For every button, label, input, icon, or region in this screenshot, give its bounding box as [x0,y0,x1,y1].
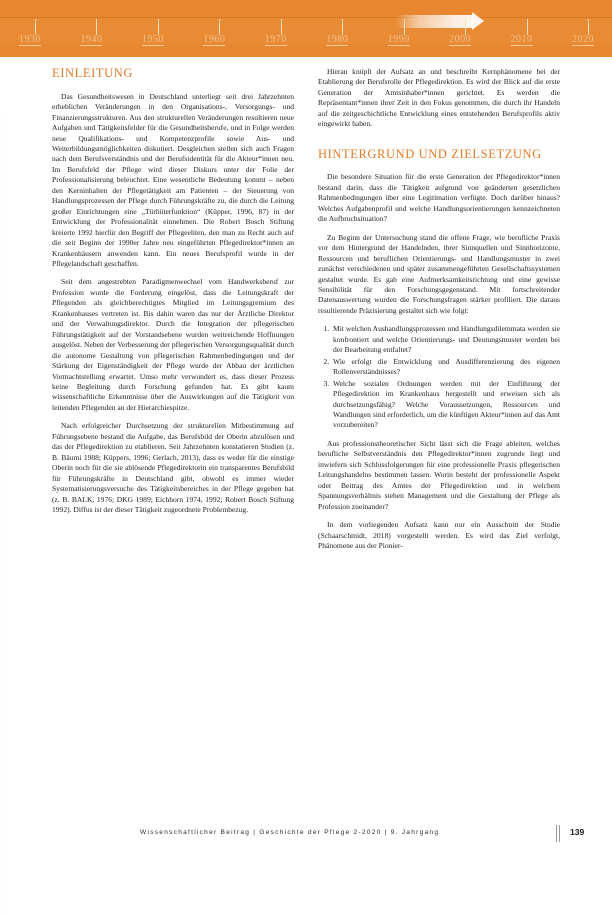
timeline-tick [588,19,589,35]
timeline-year-label: 2000 [449,34,472,45]
timeline-tick [342,19,343,35]
paragraph: Aus professionstheoretischer Sicht lässt sich die Frage ableiten, welches berufliche Selbstverständnis den Pflegedirektor*innen zugrunde liegt und inwiefern sich Schlussfolgerungen für eine professionelle Praxis pflegerischen Leitungshandelns bestimmen lassen. Worin besteht der professionelle Aspekt oder Beitrag des Amtes der Pflegedirektion und in welchem Spannungsverhältnis stehen Management und die Gestaltung der Pflege als Profession zueinander? [318,438,560,511]
timeline-tick [158,19,159,35]
paragraph: Hieran knüpft der Aufsatz an und beschreibt Kernphänomene bei der Etablierung der Berufsrolle der Pflegedirektion. Es wird der Blick auf die erste Generation der Amtsinhaber*innen gerichtet. Es werden die Repräsentant*innen ihrer Zeit in den Fokus genommen, die durch ihr Handeln auf die zeitgeschichtliche Entwicklung eines entstehenden Berufsprofils aktiv eingewirkt haben. [318,67,560,129]
paragraph: In dem vorliegenden Aufsatz kann nur ein Ausschnitt der Studie (Schaarschmidt, 2018) vorgestellt werden. Es wird das Ziel verfolgt, Phänomene aus der Pionier- [318,520,560,550]
timeline-year-underline [142,45,164,46]
research-questions-list [318,324,560,431]
two-column-layout [52,67,560,807]
timeline-tick [219,19,220,35]
paragraph: Die besondere Situation für die erste Generation der Pflegedirektor*innen bestand darin, dass die Tätigkeit aufgrund von geänderten gesetzlichen Rahmenbedingungen über eine Legitimation verfügte. Doch darüber hinaus? Welches Aufgabenprofil und welche Handlungsorientierungen kennzeichneten die Aufbruchsituation? [318,172,560,224]
timeline-graphic [0,0,612,57]
right-text-column [318,67,560,807]
timeline-tick [465,19,466,35]
timeline-tick [96,19,97,35]
page-footer [0,826,612,846]
footer-citation-text: Wissenschaftlicher Beitrag | Geschichte der Pflege 2-2020 | 9. Jahrgang [140,829,440,836]
timeline-year-underline [80,45,102,46]
footer-divider-secondary [559,825,560,842]
timeline-year-underline [265,45,287,46]
timeline-tick [404,19,405,35]
timeline-year-underline [19,45,41,46]
timeline-year-label: 1970 [264,34,287,45]
section-heading-hintergrund-und-zielsetzung: HINTERGRUND UND ZIELSETZUNG [318,146,542,161]
scan-edge-artifact [0,114,4,916]
timeline-year-label: 1930 [19,34,41,45]
timeline-tick [527,19,528,35]
paragraph: Seit dem angestrebten Paradigmenwechsel vom Handwerksberuf zur Profession wurde die Forderung eingelöst, dass die Leitungskraft der Pflegenden als gleichberechtigtes Mitglied im Leitungsgremium des Krankenhauses vertreten ist. Bis dahin waren das nur der Ärztliche Direktor und der Verwaltungsdirektor. Durch die Integration der pflegerischen Führungstätigkeit auf der Vorstandsebene wurden weitreichende Hoffnungen ausgelöst. Neben der Verbesserung der pflegerischen Versorgungsqualität durch die autonome Gestaltung von pflegerischen Rahmenbedingungen und der Stärkung der Eigenständigkeit der Pflege wurde der Abbau der ärztlichen Vormachtstellung erwartet. Umso mehr verwundert es, dass dieser Prozess keine Begleitung durch Forschung gefunden hat. Es gibt kaum wissenschaftliche Erkenntnisse über die Auswirkungen auf die Tätigkeit von leitenden Pflegenden an der Hierarchiespitze. [52,277,294,412]
timeline-year-underline [203,45,225,46]
timeline-year-underline [326,45,348,46]
timeline-arrowhead-icon [472,12,484,30]
timeline-year-label: 1990 [387,34,410,45]
paragraph: Zu Beginn der Untersuchung stand die offene Frage, wie berufliche Praxis vor dem Hintergrund der Handelnden, ihrer Sinnquellen und Sinnhorizonte, Ressourcen und beruflichen Orientierungs- und Handlungsmuster in zwei zunächst verschiedenen und später zusammengeführten Gesellschaftssystemen gestaltet wurde. Es gab eine Aufmerksamkeitsrichtung und eine gewisse Sensibilität für den Forschungsgegenstand. Mit fortschreitender Datenauswertung wurden die Forschungsfragen stärker profiliert. Die daraus resultierende Präzisierung gestaltet sich wie folgt: [318,232,560,315]
timeline-tick [35,19,36,35]
timeline-progress-arrow [395,15,473,28]
timeline-year-label: 1940 [80,34,103,45]
page-number: 139 [570,827,585,837]
list-item: 3. Welche sozialen Ordnungen werden mit der Einführung der Pflegedirektion im Krankenhaus hergestellt und erweisen sich als durchsetzungsfähig? Welche Voraussetzungen, Ressourcen und Wandlungen sind erforderlich, um die künftigen Akteur*innen auf das Amt vorzubereiten? [331,379,560,431]
timeline-top-rule [0,17,612,18]
left-text-column [52,67,294,807]
timeline-year-label: 2020 [572,34,594,45]
timeline-year-label: 1980 [326,34,349,45]
footer-divider [556,825,557,842]
timeline-year-label: 1960 [203,34,226,45]
list-item: 2. Wie erfolgt die Entwicklung und Ausdifferenzierung des eigenen Rollenverständnisses? [331,357,560,378]
timeline-year-label: 1950 [141,34,164,45]
timeline-year-label: 2010 [510,34,533,45]
paragraph: Nach erfolgreicher Durchsetzung der strukturellen Mitbestimmung auf Führungsebene bestand die Aufgabe, das Berufsbild der Oberin abzulösen und das der Pflegedirektion zu etablieren. Seit Jahrzehnten konstatieren Studien (z. B. Bäumi 1988; Küppers, 1996; Gerlach, 2013), dass es weder für die einstige Oberin noch für die sie ablösende Pflegedirektorin ein transparentes Berufsbild für Führungskräfte in Deutschland gibt, obwohl es immer wieder Systematisierungsversuche des Tätigkeitsbereiches in der Pflege gegeben hat (z. B. BALK, 1976; DKG 1989; Eichhorn 1974, 1992; Robert Bosch Stiftung 1992). Diffus ist der dieser Tätigkeit zugeordnete Problembezug. [52,421,294,514]
timeline-tick [281,19,282,35]
article-page [0,57,612,859]
timeline-year-underline [572,45,594,46]
paragraph: Das Gesundheitswesen in Deutschland unterliegt seit drei Jahrzehnten erheblichen Veränderungen in den Organisations-, Versorgungs- und Finanzierungsstrukturen. Aus den strukturellen Veränderungen resultieren neue Aufgaben und Tätigkeitsfelder für die Gesundheitsberufe, und in Folge werden neue Qualifikations- und Kompetenzprofile sowie Aus- und Weiterbildungsmöglichkeiten diskutiert. Desgleichen stellen sich auch Fragen nach dem Berufsverständnis und der Berufsidentität für die Akteur*innen neu. Im Berufsfeld der Pflege wird dieser Diskurs unter der Folie der Professionalisierung beleuchtet. Eine wesentliche Bedeutung kommt – neben den Kerninhalten der Pflegetätigkeit am Patienten – der Steuerung von Handlungsprozessen der Pflege durch Führungskräfte zu, die durch die Leitung großer Einrichtungen eine „Türhüterfunktion“ (Küpper, 1996, 87) in der Entwicklung der Professionalität einnehmen. Die Robert Bosch Stiftung kreierte 1992 hierfür den Begriff der Pflegeeliten, den man zu Recht auch auf die seit Beginn der 1990er Jahre neu eingeführten Pflegedirektor*innen an Krankenhäusern anwenden kann. Ein neues Berufsprofil wurde in der Pflegelandschaft geschaffen. [52,91,294,268]
timeline-header-banner [0,0,612,57]
timeline-year-underline [388,45,410,46]
section-heading-einleitung: EINLEITUNG [52,66,133,80]
timeline-year-underline [449,45,471,46]
timeline-year-underline [511,45,533,46]
list-item: 1. Mit welchen Aushandlungsprozessen und Handlungsdilemmata werden sie konfrontiert und welche Orientierungs- und Deutungsmuster werden bei der Bearbeitung entfaltet? [331,324,560,355]
